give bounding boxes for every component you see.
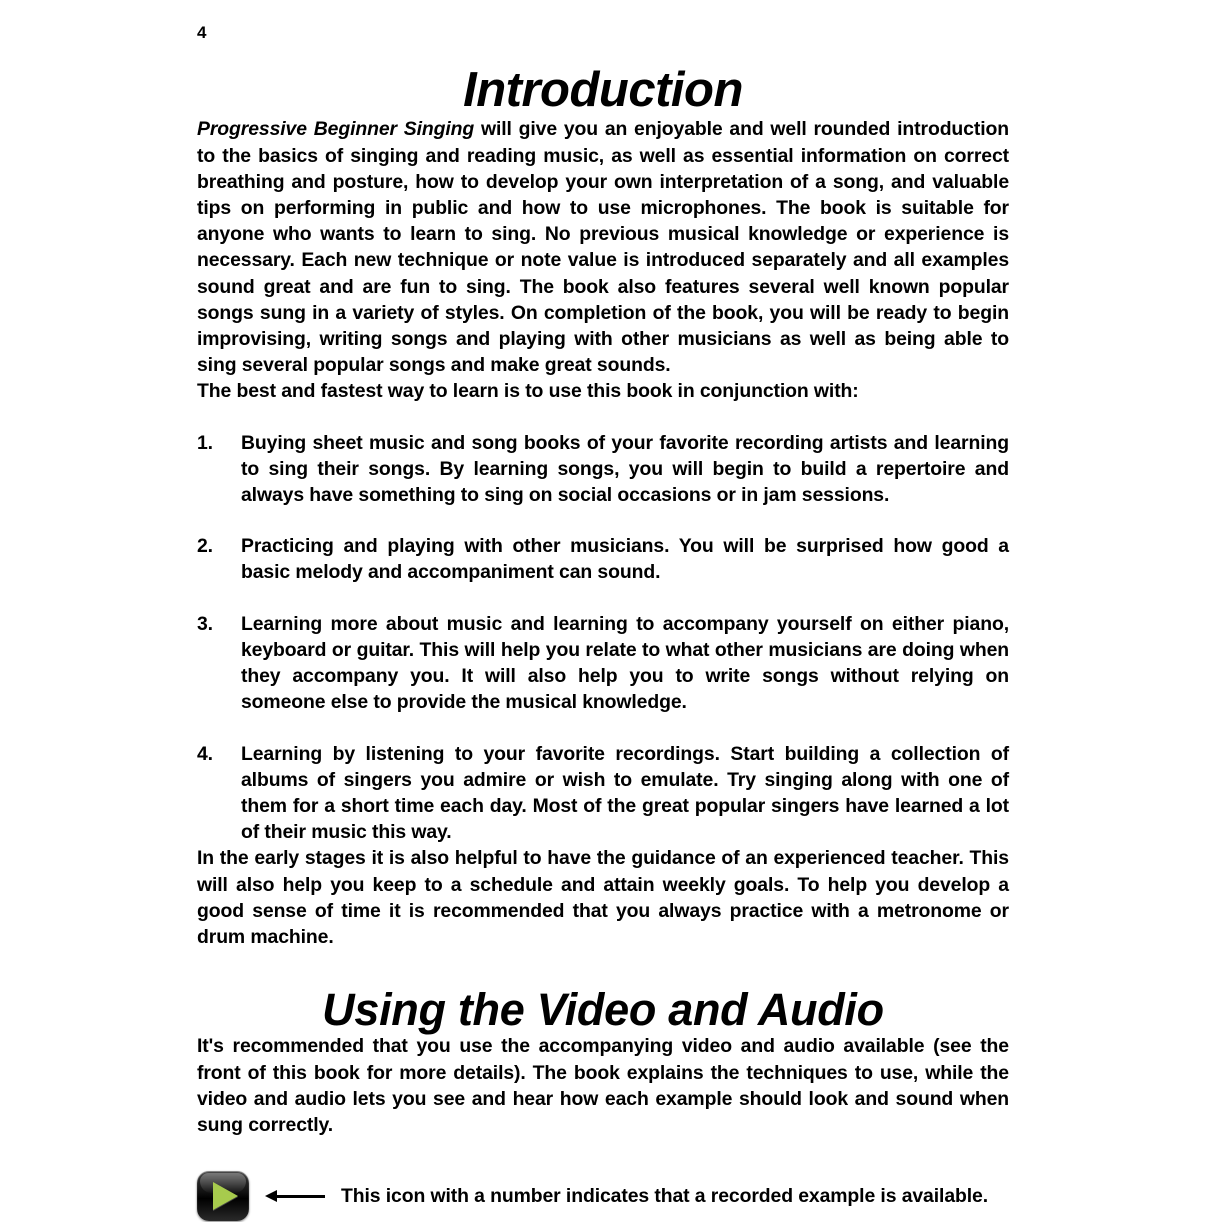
list-item-number: 3. xyxy=(197,612,213,635)
page-title-introduction: Introduction xyxy=(463,63,743,117)
page-number: 4 xyxy=(197,23,207,42)
play-triangle-icon xyxy=(213,1182,238,1210)
page-title-using-the-video-and-audio: Using the Video and Audio xyxy=(322,984,884,1036)
list-item-text: Learning by listening to your favorite recordings. Start building a collection of albums of singers you admire or wish to emulate. Try singing along with one of them for a short time each day. Most of the great popular singers have learned a lot of their music this way. xyxy=(241,742,1009,844)
list-item xyxy=(197,741,1009,846)
closing-paragraph-part2: practice with a metronome or drum machine. xyxy=(197,899,1009,948)
arrow-shaft xyxy=(277,1195,325,1198)
video-audio-paragraph: It's recommended that you use the accompanying video and audio available (see the front of this book for more details). The book explains the techniques to use, while the video and audio lets you see and hear how each example should look and sound when sung correctly. xyxy=(197,1035,1009,1136)
intro-paragraph xyxy=(197,116,1009,378)
closing-emphasis-word: always xyxy=(658,899,722,922)
list-item-number: 4. xyxy=(197,742,213,765)
list-item xyxy=(197,611,1009,716)
list-item-text: Learning more about music and learning to accompany yourself on either piano, keyboard or guitar. This will help you relate to what other musicians are doing when they accompany you. It will also help you to write songs without relying on someone else to provide the musical knowledge. xyxy=(241,612,1009,714)
list-item xyxy=(197,533,1009,585)
book-title-emphasis: Progressive Beginner Singing xyxy=(197,118,475,141)
list-item-text: Practicing and playing with other musicians. You will be surprised how good a basic melody and accompaniment can sound. xyxy=(241,535,1009,584)
numbered-list xyxy=(197,430,1009,846)
closing-paragraph-part1: In the early stages it is also helpful to have the guidance of an experienced teacher. This will also help you keep to a schedule and attain weekly goals. To help you develop a good sense of time it is recommended that you xyxy=(197,847,1009,922)
list-item-number: 2. xyxy=(197,535,213,558)
closing-paragraph xyxy=(197,845,1009,950)
list-intro-paragraph: The best and fastest way to learn is to use this book in conjunction with: xyxy=(197,380,859,403)
arrow-head-icon xyxy=(265,1190,277,1202)
intro-paragraph-rest: will give you an enjoyable and well rounded introduction to the basics of singing and reading music, as well as essential information on correct breathing and posture, how to develop your own interpretation of a song, and valuable tips on performing in public and how to use microphones. The book is suitable for anyone who wants to learn to sing. No previous musical knowledge or experience is necessary. Each new technique or note value is introduced separately and all examples sound great and are fun to sing. The book also features several well known popular songs sung in a variety of styles. On completion of the book, you will be ready to begin improvising, writing songs and playing with other musicians as well as being able to sing several popular songs and make great sounds. xyxy=(197,118,1009,377)
list-item-number: 1. xyxy=(197,431,213,454)
icon-legend-row xyxy=(197,1170,1009,1222)
icon-caption: This icon with a number indicates that a recorded example is available. xyxy=(341,1185,989,1208)
page-content-column xyxy=(197,0,1009,1222)
list-item xyxy=(197,430,1009,509)
left-arrow-icon xyxy=(265,1190,325,1202)
list-item-text: Buying sheet music and song books of your favorite recording artists and learning to sing their songs. By learning songs, you will begin to build a repertoire and always have something to sing on social occasions or in jam sessions. xyxy=(241,431,1009,507)
